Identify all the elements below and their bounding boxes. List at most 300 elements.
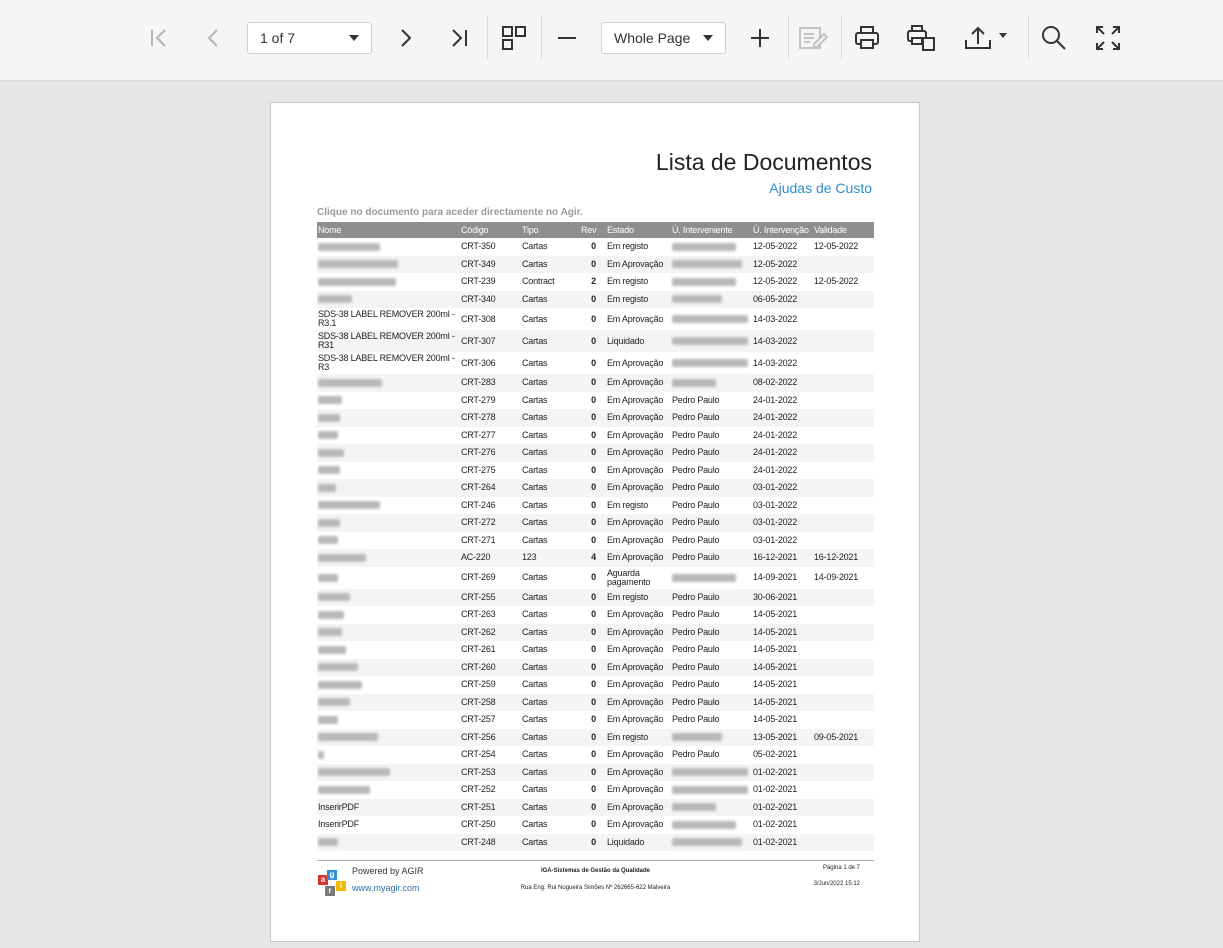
- cell-interveniente: Pedro Paulo: [672, 534, 720, 545]
- cell-tipo: Cartas: [521, 799, 580, 817]
- cell-rev: 4: [580, 549, 606, 567]
- cell-interveniente: Pedro Paulo: [671, 659, 752, 677]
- cell-codigo: CRT-279: [461, 394, 496, 405]
- zoom-selector-value: Whole Page: [614, 30, 691, 46]
- cell-intervencao: 14-05-2021: [753, 714, 798, 725]
- cell-codigo: CRT-246: [461, 499, 496, 510]
- cell-estado: Em registo: [607, 276, 649, 287]
- cell-nome: [317, 238, 460, 256]
- cell-tipo: Cartas: [522, 679, 548, 690]
- cell-intervencao: 13-05-2021: [752, 729, 813, 747]
- table-row[interactable]: [317, 606, 874, 624]
- zoom-in-button[interactable]: [744, 16, 776, 60]
- cell-codigo: CRT-308: [461, 313, 496, 324]
- cell-rev: 0: [580, 256, 606, 274]
- instruction-text: Clique no documento para aceder directamente no Agir.: [317, 207, 583, 218]
- cell-rev: 0: [591, 644, 596, 655]
- cell-rev: 0: [580, 589, 606, 607]
- cell-validade: [813, 308, 874, 330]
- cell-validade: [813, 514, 874, 532]
- cell-rev: 0: [591, 313, 596, 324]
- cell-intervencao: 24-01-2022: [753, 429, 798, 440]
- cell-validade: [813, 659, 874, 677]
- page-selector[interactable]: [247, 22, 372, 54]
- cell-codigo: CRT-254: [461, 749, 496, 760]
- cell-estado: Aguarda pagamento: [607, 567, 651, 587]
- cell-intervencao: 24-01-2022: [753, 464, 798, 475]
- cell-codigo: CRT-340: [460, 291, 521, 309]
- cell-nome: SDS-38 LABEL REMOVER 200ml - R3.1: [318, 309, 455, 328]
- cell-intervencao: 16-12-2021: [752, 549, 813, 567]
- table-row[interactable]: [317, 462, 874, 480]
- cell-interveniente: [671, 764, 752, 782]
- cell-rev: 0: [580, 729, 606, 747]
- page-subtitle: Ajudas de Custo: [769, 180, 872, 196]
- cell-nome: [317, 514, 460, 532]
- cell-tipo: Cartas: [521, 694, 580, 712]
- cell-tipo: Cartas: [521, 291, 580, 309]
- cell-codigo: CRT-307: [460, 330, 521, 352]
- table-row[interactable]: [317, 514, 874, 532]
- cell-estado: Liquidado: [606, 834, 671, 852]
- cell-rev: 0: [591, 819, 596, 830]
- cell-validade: 12-05-2022: [814, 241, 859, 252]
- cell-nome: [317, 444, 460, 462]
- cell-interveniente: Pedro Paulo: [672, 749, 720, 760]
- cell-interveniente: [671, 256, 752, 274]
- cell-rev: 0: [591, 499, 596, 510]
- cell-validade: [813, 330, 874, 352]
- cell-intervencao: 24-01-2022: [752, 444, 813, 462]
- cell-intervencao: 01-02-2021: [753, 819, 798, 830]
- cell-estado: Em Aprovação: [607, 819, 664, 830]
- redacted-text: [318, 646, 346, 654]
- cell-interveniente: Pedro Paulo: [672, 644, 720, 655]
- table-row[interactable]: [317, 799, 874, 817]
- table-row[interactable]: [317, 549, 874, 567]
- cell-estado: Em registo: [606, 291, 671, 309]
- cell-interveniente: [671, 799, 752, 817]
- cell-estado: Em Aprovação: [606, 659, 671, 677]
- prev-page-button[interactable]: [198, 16, 228, 60]
- page-selector-value: 1 of 7: [260, 30, 296, 46]
- cell-interveniente: Pedro Paulo: [671, 514, 752, 532]
- cell-estado: Em Aprovação: [607, 464, 664, 475]
- search-button[interactable]: [1037, 16, 1071, 60]
- cell-estado: Em registo: [607, 499, 649, 510]
- logo-letter: a: [318, 875, 328, 885]
- cell-codigo: CRT-269: [461, 572, 496, 582]
- cell-nome: [317, 462, 460, 480]
- cell-validade: [813, 834, 874, 852]
- cell-interveniente: [671, 567, 752, 589]
- cell-nome: [317, 392, 460, 410]
- cell-tipo: Cartas: [521, 374, 580, 392]
- cell-estado: Em Aprovação: [606, 374, 671, 392]
- cell-rev: 0: [591, 534, 596, 545]
- cell-validade: [813, 409, 874, 427]
- cell-intervencao: 12-05-2022: [753, 241, 798, 252]
- cell-tipo: Cartas: [522, 499, 548, 510]
- table-row[interactable]: [317, 781, 874, 799]
- table-row[interactable]: [317, 659, 874, 677]
- cell-interveniente: Pedro Paulo: [671, 589, 752, 607]
- toolbar-separator: [788, 16, 789, 60]
- cell-estado: Em Aprovação: [607, 784, 664, 795]
- cell-validade: [813, 711, 874, 729]
- cell-nome: [317, 764, 460, 782]
- cell-rev: 0: [591, 394, 596, 405]
- table-row[interactable]: [317, 567, 874, 589]
- cell-nome: [317, 273, 460, 291]
- cell-validade: 16-12-2021: [813, 549, 874, 567]
- table-row[interactable]: [317, 641, 874, 659]
- cell-validade: [813, 781, 874, 799]
- print-button[interactable]: [850, 16, 884, 60]
- cell-interveniente: [671, 816, 752, 834]
- cell-rev: 0: [580, 834, 606, 852]
- table-row[interactable]: [317, 238, 874, 256]
- redacted-text: [318, 733, 378, 741]
- cell-tipo: Cartas: [521, 514, 580, 532]
- last-page-button[interactable]: [443, 16, 475, 60]
- cell-tipo: Cartas: [522, 534, 548, 545]
- cell-nome: [317, 409, 460, 427]
- cell-tipo: Cartas: [522, 357, 548, 368]
- search-icon: [1041, 25, 1067, 51]
- cell-rev: 0: [591, 241, 596, 252]
- table-row[interactable]: [317, 291, 874, 309]
- redacted-text: [318, 519, 340, 527]
- table-row[interactable]: [317, 392, 874, 410]
- cell-rev: 0: [580, 514, 606, 532]
- table-row[interactable]: [317, 532, 874, 550]
- redacted-text: [672, 733, 722, 741]
- logo-letter: g: [327, 870, 337, 880]
- table-row[interactable]: [317, 330, 874, 352]
- next-page-button[interactable]: [391, 16, 421, 60]
- table-row[interactable]: [317, 444, 874, 462]
- table-row[interactable]: [317, 834, 874, 852]
- cell-intervencao: 01-02-2021: [752, 799, 813, 817]
- redacted-text: [672, 337, 748, 345]
- column-header: Código: [460, 222, 521, 238]
- print-page-button[interactable]: [903, 16, 939, 60]
- cell-tipo: Cartas: [522, 609, 548, 620]
- cell-codigo: CRT-239: [461, 276, 496, 287]
- cell-tipo: Cartas: [522, 714, 548, 725]
- cell-interveniente: [671, 834, 752, 852]
- cell-validade: [813, 606, 874, 624]
- cell-estado: Em Aprovação: [606, 256, 671, 274]
- cell-validade: [813, 352, 874, 374]
- company-address: Rua Eng. Rui Nogueira Simões Nº 262665-622 Malveira: [520, 885, 671, 891]
- cell-validade: [813, 444, 874, 462]
- zoom-out-icon: [556, 27, 578, 49]
- cell-rev: 0: [580, 694, 606, 712]
- redacted-text: [318, 536, 338, 544]
- cell-estado: Em Aprovação: [606, 549, 671, 567]
- redacted-text: [672, 260, 742, 268]
- table-row[interactable]: [317, 352, 874, 374]
- cell-nome: [317, 256, 460, 274]
- redacted-text: [318, 466, 340, 474]
- cell-validade: [813, 816, 874, 834]
- cell-intervencao: 12-05-2022: [752, 256, 813, 274]
- cell-estado: Em Aprovação: [607, 357, 664, 368]
- column-header: Ú. Interveniente: [671, 222, 752, 238]
- redacted-text: [672, 359, 748, 367]
- cell-codigo: CRT-350: [461, 241, 496, 252]
- multipage-icon: [501, 25, 527, 51]
- cell-tipo: Cartas: [521, 444, 580, 462]
- cell-validade: [813, 392, 874, 410]
- cell-intervencao: 03-01-2022: [753, 499, 798, 510]
- cell-rev: 0: [591, 429, 596, 440]
- cell-estado: Em registo: [607, 241, 649, 252]
- cell-intervencao: 14-03-2022: [753, 313, 798, 324]
- redacted-text: [672, 786, 748, 794]
- redacted-text: [318, 751, 324, 759]
- cell-estado: Em Aprovação: [606, 764, 671, 782]
- redacted-text: [672, 243, 736, 251]
- cell-interveniente: [671, 374, 752, 392]
- report-page: [270, 102, 920, 942]
- cell-estado: Em Aprovação: [607, 609, 664, 620]
- zoom-in-icon: [749, 27, 771, 49]
- cell-intervencao: 14-03-2022: [753, 357, 798, 368]
- cell-interveniente: Pedro Paulo: [671, 479, 752, 497]
- column-header: Validade: [813, 222, 874, 238]
- multipage-button[interactable]: [497, 16, 531, 60]
- cell-tipo: Cartas: [522, 749, 548, 760]
- cell-validade: 12-05-2022: [814, 276, 859, 287]
- cell-interveniente: Pedro Paulo: [672, 499, 720, 510]
- cell-validade: [813, 532, 874, 550]
- table-row[interactable]: [317, 479, 874, 497]
- cell-rev: 0: [591, 749, 596, 760]
- cell-validade: [813, 676, 874, 694]
- cell-nome: [317, 641, 460, 659]
- table-row[interactable]: [317, 764, 874, 782]
- column-header: Nome: [317, 222, 460, 238]
- chevron-down-icon: [349, 35, 359, 41]
- first-page-icon: [148, 27, 170, 49]
- redacted-text: [318, 243, 380, 251]
- cell-nome: [317, 834, 460, 852]
- table-row[interactable]: [317, 409, 874, 427]
- cell-rev: 0: [580, 291, 606, 309]
- redacted-text: [318, 484, 336, 492]
- cell-tipo: Cartas: [522, 784, 548, 795]
- table-row[interactable]: [317, 729, 874, 747]
- cell-validade: [813, 589, 874, 607]
- print-page-icon: [906, 24, 936, 52]
- cell-interveniente: [671, 781, 752, 799]
- table-row[interactable]: [317, 308, 874, 330]
- cell-interveniente: Pedro Paulo: [672, 464, 720, 475]
- edit-document-icon: [798, 25, 828, 51]
- cell-rev: 0: [591, 572, 596, 582]
- redacted-text: [318, 593, 350, 601]
- cell-codigo: CRT-260: [460, 659, 521, 677]
- cell-rev: 0: [580, 444, 606, 462]
- edit-document-button[interactable]: [795, 16, 831, 60]
- cell-interveniente: Pedro Paulo: [672, 679, 720, 690]
- cell-estado: Em registo: [606, 589, 671, 607]
- cell-intervencao: 24-01-2022: [753, 394, 798, 405]
- cell-rev: 0: [580, 659, 606, 677]
- cell-interveniente: [671, 291, 752, 309]
- zoom-selector[interactable]: [601, 22, 726, 54]
- cell-codigo: CRT-258: [460, 694, 521, 712]
- cell-nome: [317, 427, 460, 445]
- cell-tipo: Cartas: [522, 241, 548, 252]
- cell-tipo: Cartas: [521, 589, 580, 607]
- cell-tipo: Cartas: [521, 330, 580, 352]
- cell-intervencao: 14-05-2021: [752, 624, 813, 642]
- cell-intervencao: 12-05-2022: [753, 276, 798, 287]
- cell-nome: [317, 746, 460, 764]
- cell-intervencao: 03-01-2022: [753, 534, 798, 545]
- column-header: Tipo: [521, 222, 580, 238]
- cell-estado: Em Aprovação: [607, 644, 664, 655]
- zoom-out-button[interactable]: [551, 16, 583, 60]
- cell-codigo: AC-220: [460, 549, 521, 567]
- redacted-text: [672, 838, 742, 846]
- table-row[interactable]: [317, 256, 874, 274]
- table-row[interactable]: [317, 624, 874, 642]
- table-row[interactable]: [317, 746, 874, 764]
- redacted-text: [672, 768, 748, 776]
- table-row[interactable]: [317, 816, 874, 834]
- cell-nome: [317, 291, 460, 309]
- powered-by-text: Powered by AGIR: [352, 866, 424, 876]
- page-footer: [317, 860, 874, 901]
- cell-tipo: Cartas: [521, 479, 580, 497]
- cell-codigo: CRT-256: [460, 729, 521, 747]
- cell-tipo: Cartas: [522, 313, 548, 324]
- cell-tipo: Cartas: [522, 644, 548, 655]
- cell-validade: [813, 624, 874, 642]
- cell-interveniente: [671, 330, 752, 352]
- redacted-text: [318, 611, 344, 619]
- cell-tipo: Cartas: [521, 256, 580, 274]
- cell-nome: [317, 694, 460, 712]
- cell-codigo: CRT-253: [460, 764, 521, 782]
- cell-codigo: CRT-252: [461, 784, 496, 795]
- cell-interveniente: Pedro Paulo: [671, 694, 752, 712]
- prev-page-icon: [202, 27, 224, 49]
- redacted-text: [672, 574, 736, 582]
- cell-rev: 0: [580, 409, 606, 427]
- cell-nome: [317, 711, 460, 729]
- cell-codigo: CRT-250: [461, 819, 496, 830]
- redacted-text: [672, 379, 716, 387]
- cell-codigo: CRT-251: [460, 799, 521, 817]
- cell-estado: Em Aprovação: [607, 679, 664, 690]
- table-row[interactable]: [317, 694, 874, 712]
- redacted-text: [318, 431, 338, 439]
- cell-intervencao: 14-03-2022: [752, 330, 813, 352]
- cell-validade: 14-09-2021: [814, 572, 859, 582]
- logo-letter: i: [336, 881, 346, 891]
- cell-intervencao: 14-09-2021: [753, 572, 798, 582]
- redacted-text: [318, 260, 398, 268]
- company-name: IGA-Sistemas de Gestão da Qualidade: [540, 868, 651, 874]
- cell-intervencao: 05-02-2021: [753, 749, 798, 760]
- table-row[interactable]: [317, 427, 874, 445]
- export-button[interactable]: [959, 16, 1011, 60]
- cell-validade: [813, 291, 874, 309]
- redacted-text: [672, 821, 736, 829]
- fullscreen-icon: [1095, 25, 1121, 51]
- table-row[interactable]: [317, 589, 874, 607]
- cell-validade: [813, 256, 874, 274]
- cell-rev: 2: [591, 276, 596, 287]
- cell-codigo: CRT-261: [461, 644, 496, 655]
- toolbar-separator: [1028, 16, 1029, 60]
- table-row[interactable]: [317, 273, 874, 291]
- cell-estado: Em Aprovação: [607, 313, 664, 324]
- table-header-row: [317, 222, 874, 238]
- redacted-text: [318, 379, 382, 387]
- redacted-text: [318, 554, 366, 562]
- cell-estado: Em Aprovação: [607, 714, 664, 725]
- cell-rev: 0: [580, 764, 606, 782]
- table-row[interactable]: [317, 497, 874, 515]
- cell-intervencao: 14-05-2021: [753, 679, 798, 690]
- toolbar-separator: [541, 16, 542, 60]
- cell-nome: [317, 497, 460, 515]
- cell-interveniente: Pedro Paulo: [672, 714, 720, 725]
- next-page-icon: [395, 27, 417, 49]
- cell-validade: [813, 497, 874, 515]
- cell-codigo: CRT-248: [460, 834, 521, 852]
- cell-interveniente: [671, 308, 752, 330]
- cell-rev: 0: [580, 374, 606, 392]
- website-link[interactable]: www.myagir.com: [352, 883, 420, 893]
- cell-tipo: Cartas: [522, 572, 548, 582]
- cell-estado: Em Aprovação: [607, 429, 664, 440]
- page-number: Página 1 de 7: [822, 865, 860, 871]
- cell-nome: [317, 532, 460, 550]
- cell-rev: 0: [591, 609, 596, 620]
- cell-codigo: CRT-262: [460, 624, 521, 642]
- cell-tipo: Cartas: [521, 834, 580, 852]
- table-row[interactable]: [317, 711, 874, 729]
- table-row[interactable]: [317, 676, 874, 694]
- cell-rev: 0: [591, 784, 596, 795]
- cell-tipo: Cartas: [521, 729, 580, 747]
- table-row[interactable]: [317, 374, 874, 392]
- redacted-text: [672, 278, 736, 286]
- cell-nome: InserirPDF: [317, 799, 460, 817]
- redacted-text: [318, 698, 350, 706]
- cell-rev: 0: [580, 479, 606, 497]
- cell-nome: [317, 549, 460, 567]
- fullscreen-button[interactable]: [1091, 16, 1125, 60]
- redacted-text: [672, 315, 748, 323]
- cell-validade: [813, 746, 874, 764]
- cell-codigo: CRT-278: [460, 409, 521, 427]
- cell-nome: [317, 781, 460, 799]
- redacted-text: [318, 716, 338, 724]
- first-page-button[interactable]: [143, 16, 175, 60]
- cell-tipo: Cartas: [521, 659, 580, 677]
- cell-rev: 0: [591, 357, 596, 368]
- cell-rev: 0: [580, 799, 606, 817]
